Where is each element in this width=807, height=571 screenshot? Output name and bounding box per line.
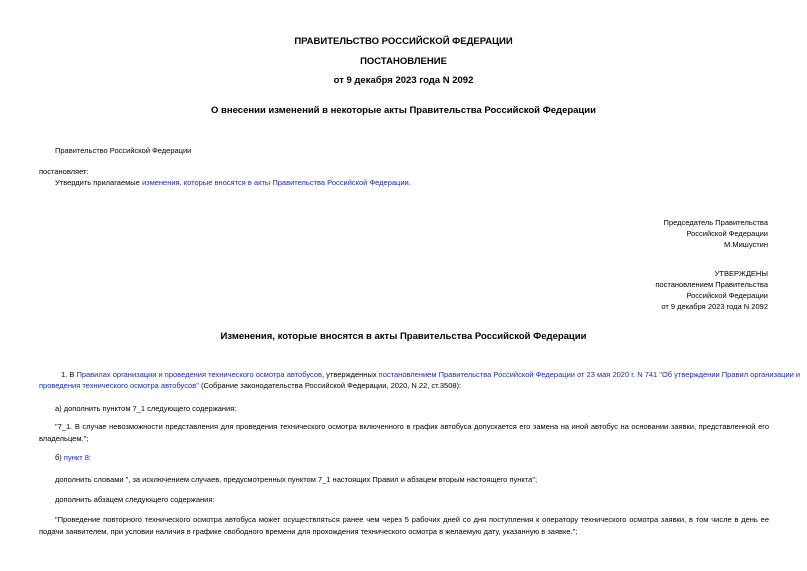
government-heading: ПРАВИТЕЛЬСТВО РОССИЙСКОЙ ФЕДЕРАЦИИ [294, 36, 513, 47]
paragraph-1-line1 [61, 369, 800, 381]
item-b-suffix: : [88, 453, 91, 462]
item-b [55, 452, 91, 464]
doc-type-heading: ПОСТАНОВЛЕНИЕ [360, 56, 447, 67]
decides-text: постановляет: [39, 167, 89, 176]
item-b-prefix: б) [55, 453, 64, 462]
item-a: а) дополнить пунктом 7_1 следующего содержания: [55, 404, 237, 413]
p1-prefix: 1. В [61, 370, 77, 379]
approve-suffix: . [408, 178, 411, 187]
signature-name: М.Мишустин [724, 240, 768, 249]
resolution-link[interactable]: постановлением Правительства Российской Федерации от 23 мая 2020 г. N 741 "Об утверждении Правил организации и [378, 370, 801, 379]
add-words-text: дополнить словами ", за исключением случаев, предусмотренных пунктом 7_1 настоящих Правил и абзацем вторым настоящего пункта"; [55, 475, 538, 484]
point-8-link[interactable]: пункт 8 [63, 453, 89, 462]
approved-by: постановлением Правительства [655, 280, 768, 289]
p1-suffix: (Собрание законодательства Российской Федерации, 2020, N 22, ст.3508): [198, 381, 462, 390]
resolution-link-continued[interactable]: проведения технического осмотра автобусов" [39, 381, 199, 390]
changes-title: Изменения, которые вносятся в акты Правительства Российской Федерации [220, 331, 587, 342]
approve-paragraph [55, 177, 411, 189]
approve-prefix: Утвердить прилагаемые [55, 178, 142, 187]
approved-label: УТВЕРЖДЕНЫ [714, 269, 768, 278]
approved-country: Российской Федерации [686, 291, 768, 300]
approved-date: от 9 декабря 2023 года N 2092 [661, 302, 768, 311]
date-number-heading: от 9 декабря 2023 года N 2092 [333, 75, 474, 86]
quote-7-1: "7_1. В случае невозможности представления для проведения технического осмотра включенного в график автобуса допускается его замена на иной автобус на основании заявки, представленной его владельцем."; [39, 422, 769, 443]
issuer-text: Правительство Российской Федерации [55, 146, 192, 155]
document-title: О внесении изменений в некоторые акты Правительства Российской Федерации [211, 105, 596, 116]
paragraph-1-line2 [39, 380, 461, 392]
quote-repeat-inspection: "Проведение повторного технического осмотра автобуса может осуществляться ранее чем через 5 рабочих дней со дня поступления к оператору технического осмотра заявки, в том числе в день ее подачи заявителем, при условии наличия в графике свободного времени для прохождения технического осмотра в желаемую дату, указанную в заявке."; [39, 515, 769, 536]
signature-position: Председатель Правительства [663, 218, 768, 227]
rules-link[interactable]: Правилах организации и проведения технического осмотра автобусов [76, 370, 322, 379]
approve-changes-link[interactable]: изменения, которые вносятся в акты Правительства Российской Федерации [141, 178, 409, 187]
signature-country: Российской Федерации [686, 229, 768, 238]
p1-middle: , утвержденных [322, 370, 379, 379]
add-paragraph-text: дополнить абзацем следующего содержания: [55, 495, 215, 504]
